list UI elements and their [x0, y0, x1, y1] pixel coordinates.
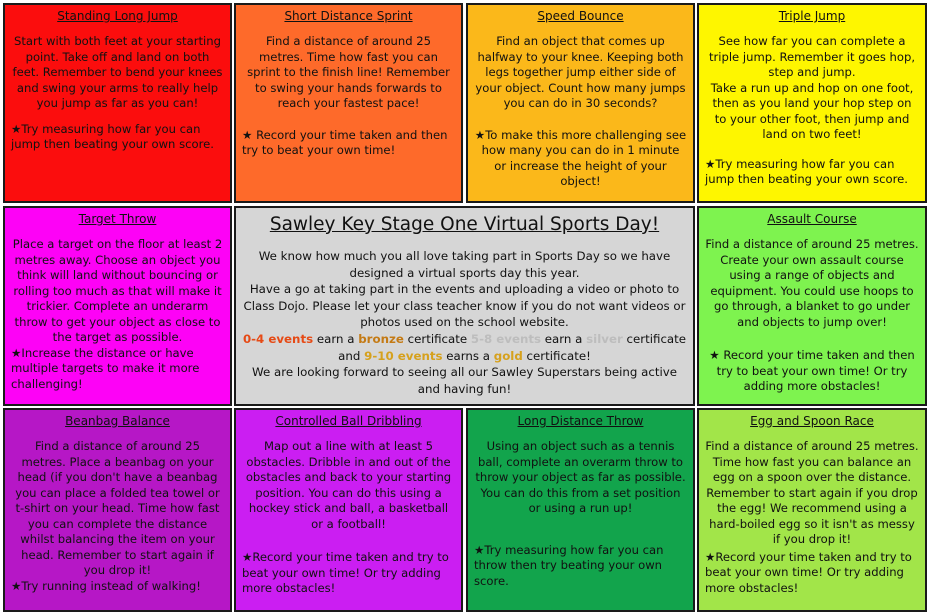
card-title: Triple Jump — [778, 9, 846, 23]
card-tip: ★Try measuring how far you can jump then beating your own score. — [705, 156, 908, 186]
card-body: Find a distance of around 25 metres. Create your own assault course using a range of objects and equipment. You could use hoops to go through, a blanket to go under and objects to jump over! — [705, 237, 919, 329]
card-beanbag-balance — [3, 408, 232, 612]
card-title: Standing Long Jump — [57, 9, 178, 23]
card-sports-day-info — [234, 206, 695, 406]
cert-events-1: 0-4 events — [242, 331, 314, 346]
card-short-distance-sprint — [234, 3, 463, 203]
card-body: Start with both feet at your starting point. Take off and land on both feet. Remember to bend your knees and swing your arms to really help you jump as far as you can! — [12, 34, 223, 110]
card-title: Target Throw — [78, 212, 157, 226]
card-assault-course — [697, 206, 927, 406]
cert-text-4: certificate and — [338, 331, 687, 363]
card-tip: ★Increase the distance or have multiple targets to make it more challenging! — [11, 345, 200, 391]
card-standing-long-jump — [3, 3, 232, 203]
cert-level-silver: silver — [586, 331, 623, 346]
card-body: Find a distance of around 25 metres. Place a beanbag on your head (if you don't have a beanbag you can place a folded tea towel or t-shirt on your head. Time how fast you can complete the distance whilst balancing the item on your head. Remember to start again if you drop it! — [15, 439, 220, 577]
cert-level-gold: gold — [493, 348, 523, 363]
card-tip: ★Try measuring how far you can throw then try beating your own score. — [474, 542, 664, 588]
card-title: Egg and Spoon Race — [750, 414, 874, 428]
card-triple-jump — [697, 3, 927, 203]
page-title: Sawley Key Stage One Virtual Sports Day! — [269, 214, 660, 235]
card-title: Controlled Ball Dribbling — [275, 414, 422, 428]
card-tip: ★Record your time taken and try to beat your own time! Or try adding more obstacles! — [705, 549, 912, 595]
cert-text-6: certificate! — [522, 348, 591, 363]
card-controlled-ball-dribbling — [234, 408, 463, 612]
card-tip: ★ Record your time taken and then try to beat your own time! — [242, 127, 448, 157]
card-target-throw — [3, 206, 232, 406]
card-title: Beanbag Balance — [65, 414, 170, 428]
card-tip: ★Record your time taken and try to beat your own time! Or try adding more obstacles! — [242, 550, 449, 595]
card-body: Find a distance of around 25 metres. Time how fast you can balance an egg on a spoon over the distance. Remember to start again if you drop the egg! We recommend using a hard-boiled egg so it isn't as messy if you drop it! — [705, 439, 919, 546]
instructions-text: Have a go at taking part in the events and uploading a video or photo to Class Dojo. Please let your class teacher know if you do not want videos or photos used on the school website. — [243, 282, 686, 330]
cert-text-3: earn a — [541, 331, 587, 346]
card-body: See how far you can complete a triple jump. Remember it goes hop, step and jump. Take a run up and hop on one foot, then as you land your hop step on to your other foot, then jump and land on two feet! — [708, 34, 916, 141]
card-body: Find an object that comes up halfway to your knee. Keeping both legs together jump either side of your object. Count how many jumps you can do in 30 seconds? — [475, 34, 686, 110]
card-title: Speed Bounce — [537, 9, 624, 23]
certificate-text — [242, 331, 687, 364]
card-long-distance-throw — [466, 408, 695, 612]
card-body: Using an object such as a tennis ball, complete an overarm throw to throw your object as far as possible. You can do this from a set position or using a run up! — [475, 439, 686, 515]
card-speed-bounce — [466, 3, 695, 203]
closing-text: We are looking forward to seeing all our Sawley Superstars being active and having fun! — [252, 365, 677, 396]
cert-text-1: earn a — [313, 331, 359, 346]
card-title: Assault Course — [767, 212, 857, 226]
cert-text-2: certificate — [403, 331, 471, 346]
card-tip: ★Try running instead of walking! — [11, 578, 201, 593]
card-title: Long Distance Throw — [517, 414, 644, 428]
cert-events-3: 9-10 events — [364, 348, 443, 363]
cert-events-2: 5-8 events — [470, 331, 542, 346]
cert-text-5: earns a — [442, 348, 494, 363]
card-tip: ★To make this more challenging see how many you can do in 1 minute or increase the height of your object! — [474, 127, 687, 188]
card-body: Place a target on the floor at least 2 metres away. Choose an object you think will land without bouncing or rolling too much as that will make it trickier. Complete an underarm throw to get your object as close to the target as possible. — [12, 237, 223, 344]
cert-level-bronze: bronze — [358, 331, 404, 346]
card-tip: ★ Record your time taken and then try to beat your own time! Or try adding more obstacles! — [709, 348, 915, 393]
card-title: Short Distance Sprint — [284, 9, 413, 23]
card-body: Map out a line with at least 5 obstacles. Dribble in and out of the obstacles and back to your starting position. You can do this using a hockey stick and ball, a basketball or a football! — [245, 439, 452, 531]
card-egg-and-spoon-race — [697, 408, 927, 612]
card-body: Find a distance of around 25 metres. Time how fast you can sprint to the finish line! Remember to swing your hands forwards to reach your fastest pace! — [247, 34, 450, 110]
card-tip: ★Try measuring how far you can jump then beating your own score. — [11, 121, 214, 151]
intro-text: We know how much you all love taking part in Sports Day so we have designed a virtual sports day this year. — [258, 249, 671, 280]
